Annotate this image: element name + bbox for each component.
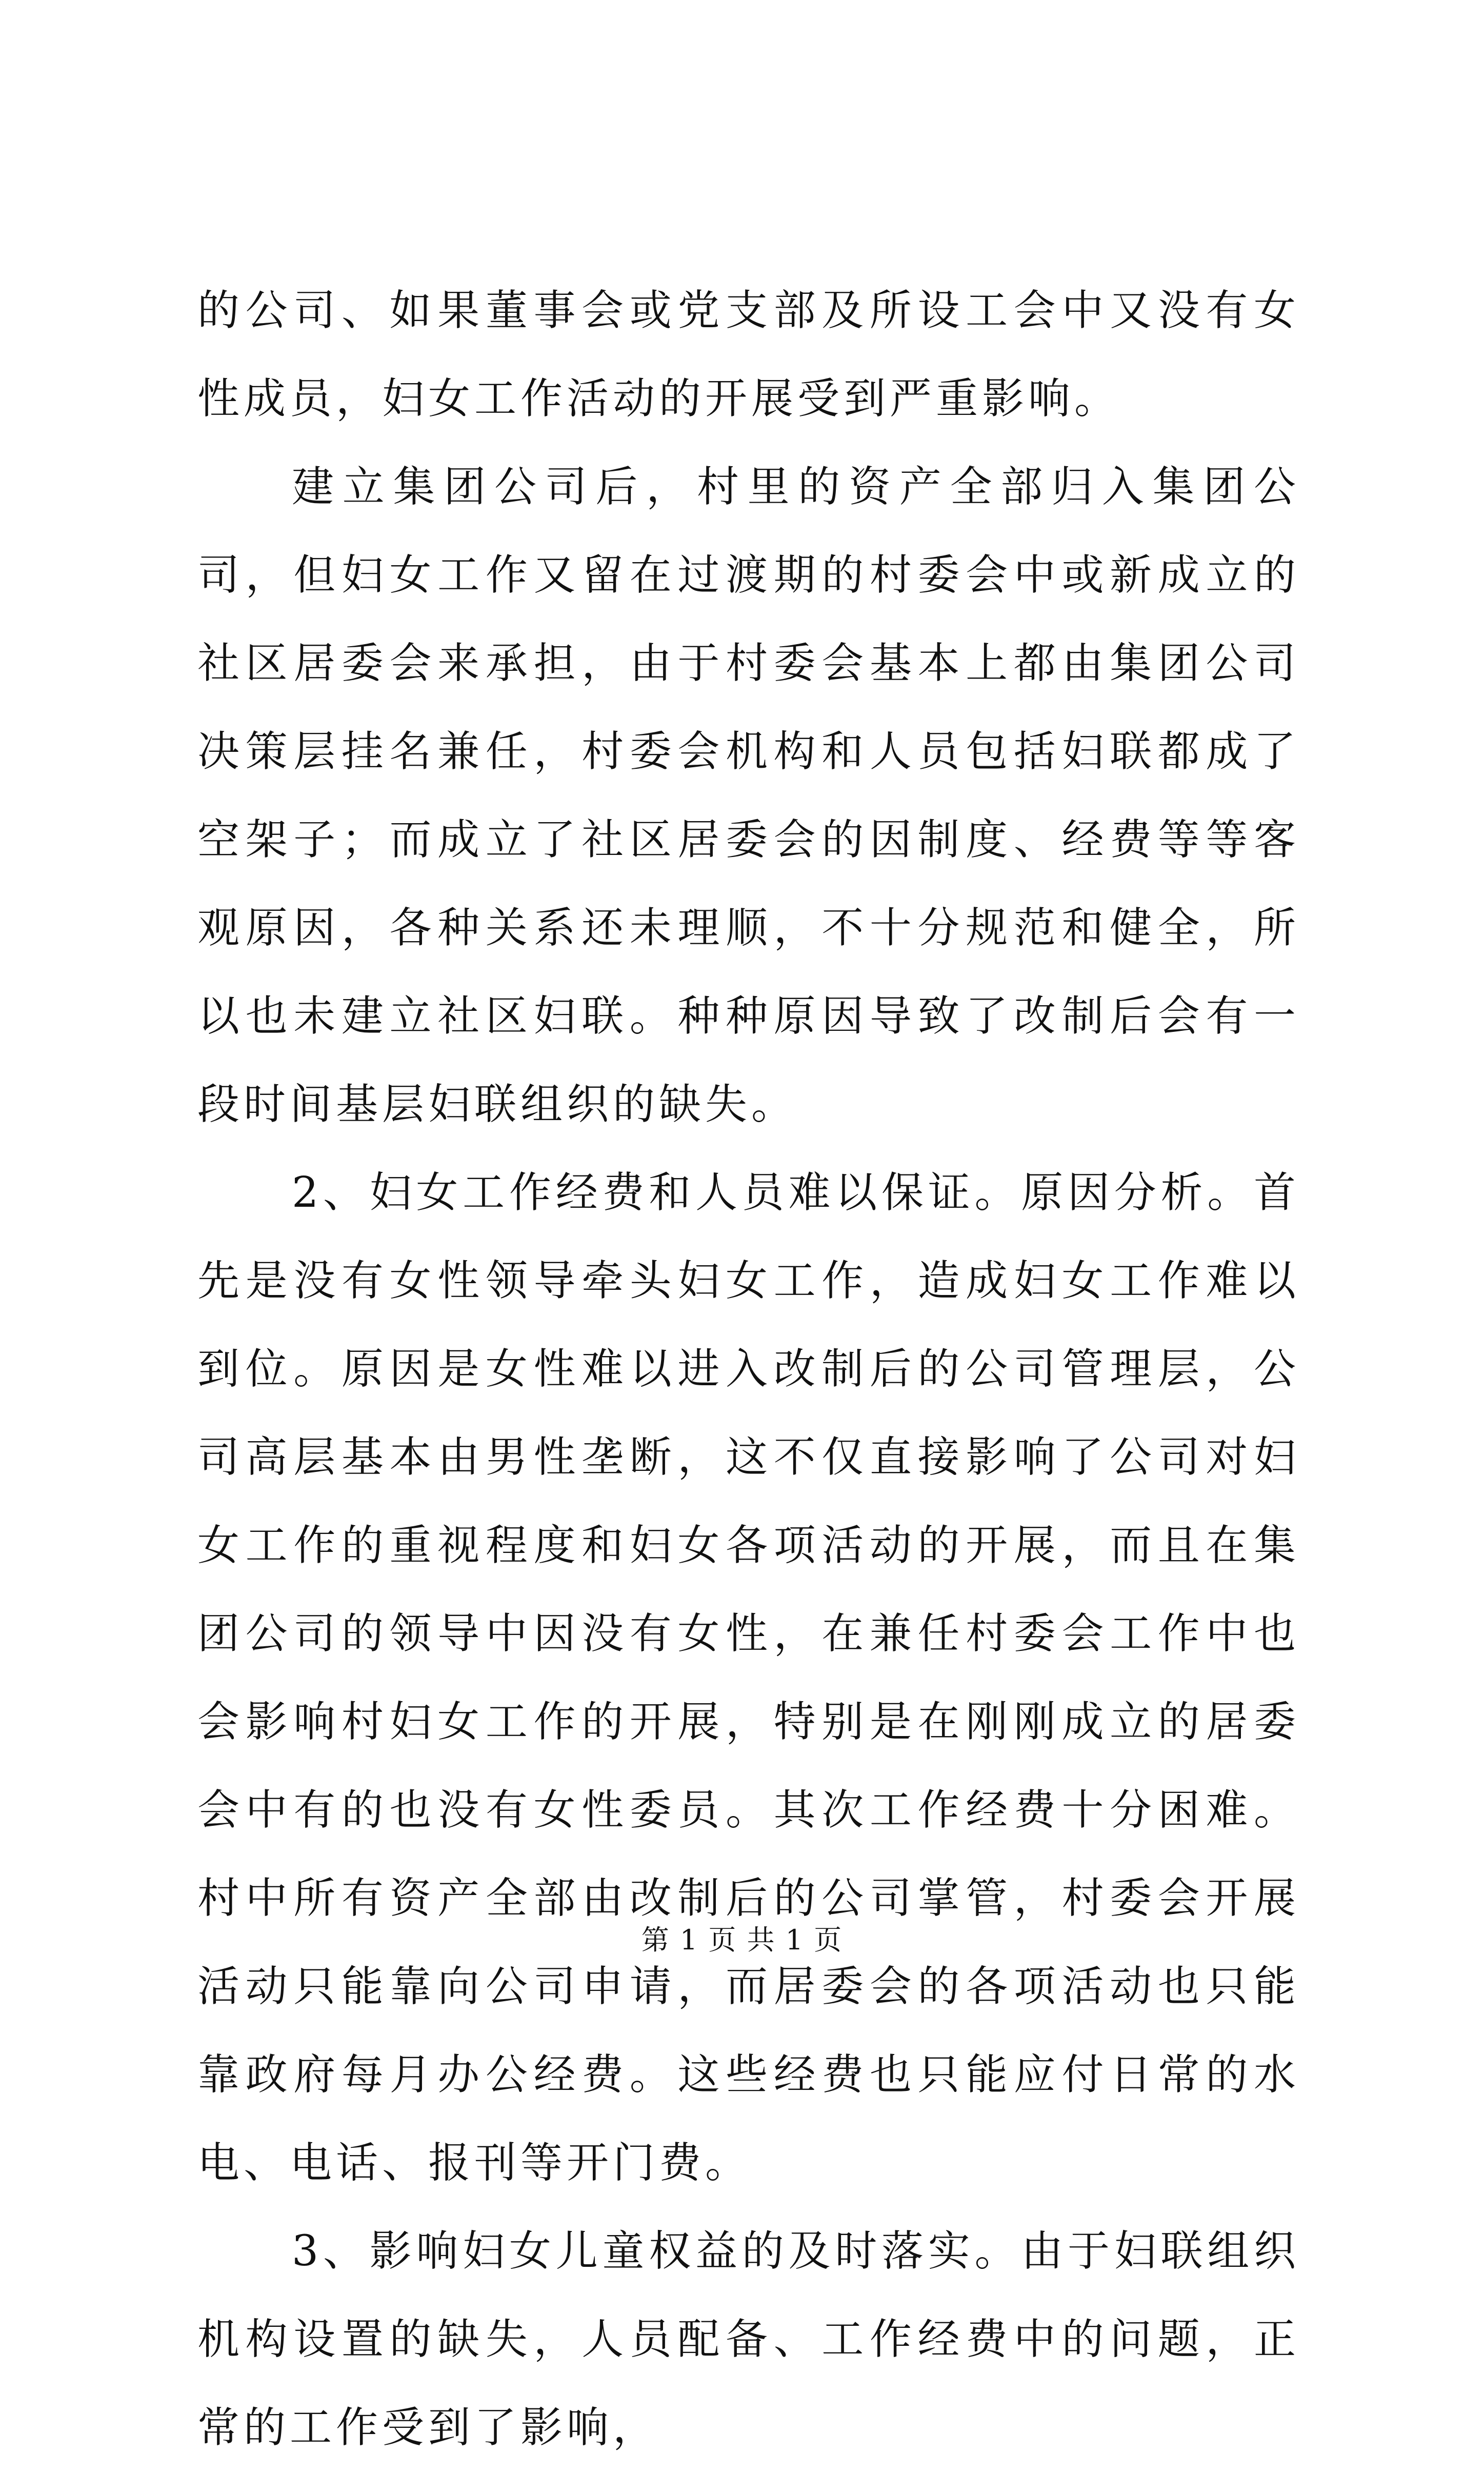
document-body	[197, 267, 1300, 2472]
paragraph-4: 3、影响妇女儿童权益的及时落实。由于妇联组织机构设置的缺失，人员配备、工作经费中的问题，正常的工作受到了影响，	[197, 2227, 1300, 2452]
paragraph-3: 2、妇女工作经费和人员难以保证。原因分析。首先是没有女性领导牵头妇女工作，造成妇女工作难以到位。原因是女性难以进入改制后的公司管理层，公司高层基本由男性垄断，这不仅直接影响了公司对妇女工作的重视程度和妇女各项活动的开展，而且在集团公司的领导中因没有女性，在兼任村委会工作中也会影响村妇女工作的开展，特别是在刚刚成立的居委会中有的也没有女性委员。其次工作经费十分困难。村中所有资产全部由改制后的公司掌管，村委会开展活动只能靠向公司申请，而居委会的各项活动也只能靠政府每月办公经费。这些经费也只能应付日常的水电、电话、报刊等开门费。	[197, 1168, 1300, 2187]
page-number-label: 第 1 页 共 1 页	[641, 1924, 843, 1956]
paragraph-1: 的公司、如果董事会或党支部及所设工会中又没有女性成员，妇女工作活动的开展受到严重影响。	[197, 286, 1300, 423]
page-footer	[0, 1922, 1484, 1958]
paragraph-2: 建立集团公司后，村里的资产全部归入集团公司，但妇女工作又留在过渡期的村委会中或新成立的社区居委会来承担，由于村委会基本上都由集团公司决策层挂名兼任，村委会机构和人员包括妇联都成了空架子；而成立了社区居委会的因制度、经费等等客观原因，各种关系还未理顺，不十分规范和健全，所以也未建立社区妇联。种种原因导致了改制后会有一段时间基层妇联组织的缺失。	[197, 463, 1300, 1129]
